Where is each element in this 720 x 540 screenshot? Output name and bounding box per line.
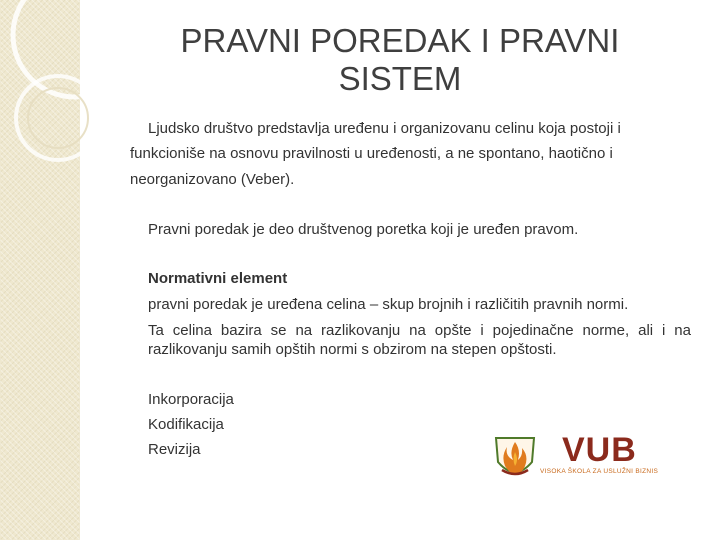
vub-logo-emblem-icon bbox=[492, 432, 538, 484]
slide-title-line-1: PRAVNI POREDAK I PRAVNI bbox=[180, 22, 620, 59]
list-item-kodifikacija: Kodifikacija bbox=[148, 416, 224, 433]
heading-normativni-element: Normativni element bbox=[148, 270, 288, 287]
paragraph-2: Pravni poredak je deo društvenog poretka koji je uređen pravom. bbox=[148, 221, 579, 238]
list-item-inkorporacija: Inkorporacija bbox=[148, 391, 234, 408]
slide-title bbox=[120, 22, 680, 98]
paragraph-4: pravni poredak je uređena celina – skup brojnih i različitih pravnih normi. bbox=[148, 296, 629, 313]
paragraph-1-line-3: neorganizovano (Veber). bbox=[130, 171, 295, 188]
paragraph-5-line-1: Ta celina bazira se na razlikovanju na opšte i pojedinačne norme, ali i na bbox=[148, 322, 691, 339]
list-item-revizija: Revizija bbox=[148, 441, 201, 458]
paragraph-5-line-2: razlikovanju samih opštih normi s obzirom na stepen opštosti. bbox=[148, 341, 557, 358]
vub-logo-text: VUB bbox=[562, 431, 637, 469]
decorative-side-strip bbox=[0, 0, 80, 540]
paragraph-1-line-1: Ljudsko društvo predstavlja uređenu i organizovanu celinu koja postoji i bbox=[148, 120, 621, 137]
vub-logo-subtitle: VISOKA ŠKOLA ZA USLUŽNI BIZNIS bbox=[540, 468, 659, 475]
paragraph-1-line-2: funkcioniše na osnovu pravilnosti u uređenosti, a ne spontano, haotično i bbox=[130, 145, 613, 162]
slide-title-line-2: SISTEM bbox=[338, 60, 462, 97]
